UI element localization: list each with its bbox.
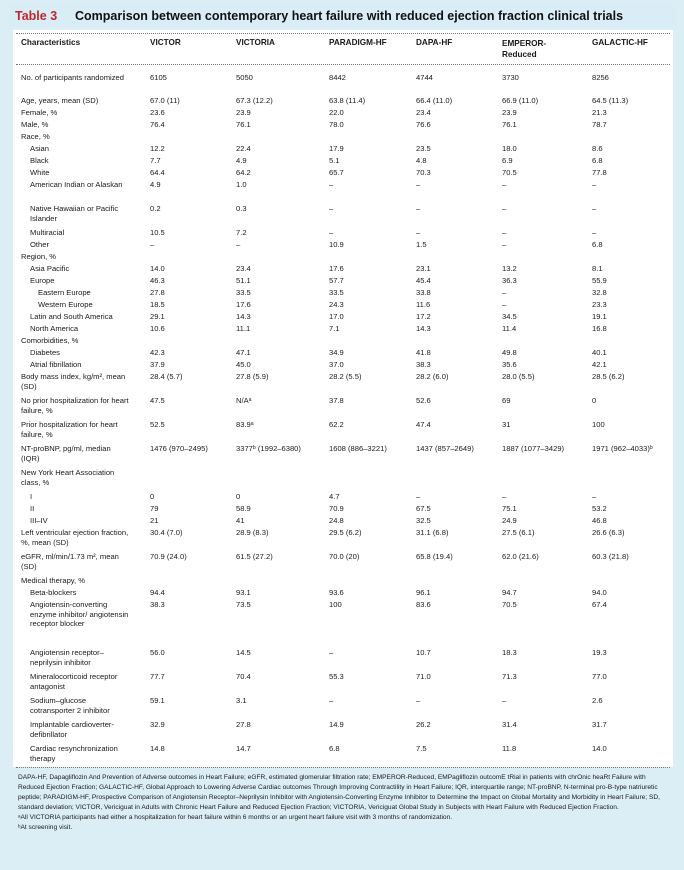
table-cell: – bbox=[502, 492, 507, 501]
table-cell: 77.8 bbox=[592, 168, 607, 177]
table-cell: 21.3 bbox=[592, 108, 607, 117]
table-cell: 17.2 bbox=[416, 312, 431, 321]
table-cell: 5.1 bbox=[329, 156, 340, 165]
table-cell: 62.2 bbox=[329, 420, 344, 429]
table-cell: 1476 (970–2495) bbox=[150, 444, 208, 453]
table-cell: 6105 bbox=[150, 73, 167, 82]
row-label: American Indian or Alaskan bbox=[30, 180, 123, 189]
table-cell: 1971 (962–4033)ᵇ bbox=[592, 444, 653, 453]
table-cell: 11.8 bbox=[502, 744, 517, 753]
table-cell: 28.5 (6.2) bbox=[592, 372, 625, 381]
table-cell: 46.8 bbox=[592, 516, 607, 525]
table-cell: 69 bbox=[502, 396, 511, 405]
table-cell: 3377ᵇ (1992–6380) bbox=[236, 444, 301, 453]
table-cell: 61.5 (27.2) bbox=[236, 552, 273, 561]
table-cell: 22.4 bbox=[236, 144, 251, 153]
table-cell: 10.5 bbox=[150, 228, 165, 237]
table-cell: 70.5 bbox=[502, 600, 517, 609]
table-cell: 56.0 bbox=[150, 648, 165, 657]
table-cell: 3.1 bbox=[236, 696, 247, 705]
table-cell: 28.2 (6.0) bbox=[416, 372, 449, 381]
table-cell: 38.3 bbox=[416, 360, 431, 369]
row-label: Europe bbox=[30, 276, 55, 285]
footnote-b: ᵇAt screening visit. bbox=[18, 824, 73, 831]
table-cell: 21 bbox=[150, 516, 159, 525]
table-cell: 64.5 (11.3) bbox=[592, 96, 629, 105]
table-cell: 94.4 bbox=[150, 588, 165, 597]
table-cell: 8256 bbox=[592, 73, 609, 82]
table-cell: 42.1 bbox=[592, 360, 607, 369]
table-cell: – bbox=[329, 180, 334, 189]
row-label: Race, % bbox=[21, 132, 50, 141]
table-cell: 26.2 bbox=[416, 720, 431, 729]
table-cell: 27.8 bbox=[236, 720, 251, 729]
table-cell: 23.9 bbox=[502, 108, 517, 117]
row-label: Age, years, mean (SD) bbox=[21, 96, 99, 105]
row-label: Black bbox=[30, 156, 49, 165]
table-cell: 57.7 bbox=[329, 276, 344, 285]
header-characteristics: Characteristics bbox=[21, 38, 81, 47]
table-cell: – bbox=[416, 180, 421, 189]
table-cell: – bbox=[329, 648, 334, 657]
table-cell: 71.0 bbox=[416, 672, 431, 681]
table-cell: 13.2 bbox=[502, 264, 517, 273]
table-cell: 10.6 bbox=[150, 324, 165, 333]
table-cell: 100 bbox=[592, 420, 605, 429]
table-cell: – bbox=[150, 240, 155, 249]
table-cell: 11.4 bbox=[502, 324, 517, 333]
header-victor: VICTOR bbox=[150, 38, 181, 47]
header-paradigm: PARADIGM-HF bbox=[329, 38, 387, 47]
table-cell: 0 bbox=[592, 396, 597, 405]
table-cell: 70.5 bbox=[502, 168, 517, 177]
table-cell: 47.1 bbox=[236, 348, 251, 357]
row-label: Eastern Europe bbox=[38, 288, 91, 297]
table-cell: N/Aᵃ bbox=[236, 396, 252, 405]
table-cell: 6.8 bbox=[592, 240, 603, 249]
table-cell: 4.8 bbox=[416, 156, 427, 165]
table-cell: 2.6 bbox=[592, 696, 603, 705]
table-cell: 23.3 bbox=[592, 300, 607, 309]
table-cell: 71.3 bbox=[502, 672, 517, 681]
table-cell: 40.1 bbox=[592, 348, 607, 357]
table-cell: 32.5 bbox=[416, 516, 431, 525]
row-label: Region, % bbox=[21, 252, 57, 261]
table-cell: – bbox=[502, 696, 507, 705]
table-cell: 70.3 bbox=[416, 168, 431, 177]
table-cell: 66.9 (11.0) bbox=[502, 96, 539, 105]
table-cell: 16.8 bbox=[592, 324, 607, 333]
row-label: Prior hospitalization for heart failure, % bbox=[21, 420, 118, 439]
table-cell: 14.3 bbox=[236, 312, 251, 321]
table-cell: 38.3 bbox=[150, 600, 165, 609]
table-cell: 10.7 bbox=[416, 648, 431, 657]
row-label: Sodium–glucose cotransporter 2 inhibitor bbox=[30, 696, 110, 715]
table-cell: 52.5 bbox=[150, 420, 165, 429]
table-cell: 10.9 bbox=[329, 240, 344, 249]
table-cell: 28.9 (8.3) bbox=[236, 528, 269, 537]
table-cell: 55.3 bbox=[329, 672, 344, 681]
table-cell: 70.4 bbox=[236, 672, 251, 681]
table-cell: 32.9 bbox=[150, 720, 165, 729]
table-cell: 4.7 bbox=[329, 492, 340, 501]
table-cell: 3730 bbox=[502, 73, 519, 82]
table-cell: 18.3 bbox=[502, 648, 517, 657]
table-cell: 7.1 bbox=[329, 324, 340, 333]
table-cell: 0 bbox=[150, 492, 155, 501]
row-label: Atrial fibrillation bbox=[30, 360, 82, 369]
footnote-a: ᵃAll VICTORIA participants had either a hospitalization for heart failure within 6 months or an urgent heart failure visit with 3 months of randomization. bbox=[18, 814, 453, 821]
table-cell: 7.2 bbox=[236, 228, 247, 237]
table-cell: 11.1 bbox=[236, 324, 251, 333]
table-cell: 24.8 bbox=[329, 516, 344, 525]
table-cell: 94.0 bbox=[592, 588, 607, 597]
table-cell: – bbox=[592, 228, 597, 237]
table-cell: 24.9 bbox=[502, 516, 517, 525]
table-cell: 27.8 (5.9) bbox=[236, 372, 269, 381]
table-cell: 63.8 (11.4) bbox=[329, 96, 366, 105]
table-cell: – bbox=[329, 228, 334, 237]
table-cell: 23.4 bbox=[416, 108, 431, 117]
table-cell: 93.1 bbox=[236, 588, 251, 597]
table-cell: – bbox=[416, 204, 421, 213]
table-cell: 14.3 bbox=[416, 324, 431, 333]
table-cell: – bbox=[416, 492, 421, 501]
table-cell: 14.8 bbox=[150, 744, 165, 753]
table-cell: 66.4 (11.0) bbox=[416, 96, 453, 105]
row-label: New York Heart Association class, % bbox=[21, 468, 115, 487]
table-cell: 75.1 bbox=[502, 504, 517, 513]
table-cell: 1.0 bbox=[236, 180, 247, 189]
row-label: Male, % bbox=[21, 120, 49, 129]
table-cell: – bbox=[502, 240, 507, 249]
row-label: Latin and South America bbox=[30, 312, 113, 321]
table-cell: 1608 (886–3221) bbox=[329, 444, 387, 453]
table-footnotes bbox=[18, 773, 668, 833]
table-cell: 65.7 bbox=[329, 168, 344, 177]
table-cell: 19.3 bbox=[592, 648, 607, 657]
table-cell: 8.1 bbox=[592, 264, 603, 273]
table-cell: 5050 bbox=[236, 73, 253, 82]
table-cell: 94.7 bbox=[502, 588, 517, 597]
row-label: eGFR, ml/min/1.73 m², mean (SD) bbox=[21, 552, 119, 571]
table-cell: 70.9 bbox=[329, 504, 344, 513]
table-cell: 34.5 bbox=[502, 312, 517, 321]
table-cell: 45.4 bbox=[416, 276, 431, 285]
table-cell: 17.6 bbox=[329, 264, 344, 273]
table-cell: 83.6 bbox=[416, 600, 431, 609]
table-cell: 23.9 bbox=[236, 108, 251, 117]
table-cell: 60.3 (21.8) bbox=[592, 552, 629, 561]
table-cell: 27.8 bbox=[150, 288, 165, 297]
table-cell: 6.8 bbox=[329, 744, 340, 753]
row-label: Implantable cardioverter-defibrillator bbox=[30, 720, 114, 739]
row-label: Western Europe bbox=[38, 300, 93, 309]
table-cell: 22.0 bbox=[329, 108, 344, 117]
table-cell: 29.1 bbox=[150, 312, 165, 321]
table-cell: 51.1 bbox=[236, 276, 251, 285]
table-cell: 19.1 bbox=[592, 312, 607, 321]
table-cell: 83.9ᵃ bbox=[236, 420, 254, 429]
table-cell: 31.4 bbox=[502, 720, 517, 729]
header-victoria: VICTORIA bbox=[236, 38, 275, 47]
table-cell: 18.0 bbox=[502, 144, 517, 153]
table-cell: 14.0 bbox=[592, 744, 607, 753]
table-cell: 46.3 bbox=[150, 276, 165, 285]
row-label: Left ventricular ejection fraction, %, mean (SD) bbox=[21, 528, 129, 547]
row-label: Angiotensin receptor–neprilysin inhibitor bbox=[30, 648, 104, 667]
table-cell: 17.0 bbox=[329, 312, 344, 321]
row-label: Angiotensin-converting enzyme inhibitor/ angiotensin receptor blocker bbox=[30, 600, 129, 629]
table-cell: 4.9 bbox=[236, 156, 247, 165]
table-cell: 0.2 bbox=[150, 204, 161, 213]
table-cell: – bbox=[329, 204, 334, 213]
row-label: Comorbidities, % bbox=[21, 336, 79, 345]
table-cell: 77.7 bbox=[150, 672, 165, 681]
table-cell: 14.0 bbox=[150, 264, 165, 273]
table-cell: 52.6 bbox=[416, 396, 431, 405]
table-cell: 14.5 bbox=[236, 648, 251, 657]
row-label: Beta-blockers bbox=[30, 588, 77, 597]
table-cell: 76.4 bbox=[150, 120, 165, 129]
row-label: I bbox=[30, 492, 33, 501]
row-label: Asian bbox=[30, 144, 49, 153]
table-number: Table 3 bbox=[15, 9, 58, 23]
table-cell: 1437 (857–2649) bbox=[416, 444, 474, 453]
row-label: No. of participants randomized bbox=[21, 73, 124, 82]
table-cell: 28.0 (5.5) bbox=[502, 372, 535, 381]
table-cell: 37.0 bbox=[329, 360, 344, 369]
table-cell: 64.4 bbox=[150, 168, 165, 177]
table-cell: 58.9 bbox=[236, 504, 251, 513]
table-cell: 17.9 bbox=[329, 144, 344, 153]
table-cell: 100 bbox=[329, 600, 342, 609]
table-cell: 47.4 bbox=[416, 420, 431, 429]
table-cell: 78.0 bbox=[329, 120, 344, 129]
table-cell: 23.6 bbox=[150, 108, 165, 117]
table-cell: 14.7 bbox=[236, 744, 251, 753]
table-cell: 28.4 (5.7) bbox=[150, 372, 183, 381]
table-cell: 49.8 bbox=[502, 348, 517, 357]
row-label: II bbox=[30, 504, 35, 513]
table-cell: 53.2 bbox=[592, 504, 607, 513]
table-cell: 23.1 bbox=[416, 264, 431, 273]
table-cell: 0.3 bbox=[236, 204, 247, 213]
table-cell: 11.6 bbox=[416, 300, 431, 309]
table-cell: 24.3 bbox=[329, 300, 344, 309]
row-label: Native Hawaiian or Pacific Islander bbox=[30, 204, 119, 223]
row-label: Mineralocorticoid receptor antagonist bbox=[30, 672, 118, 691]
table-cell: 1.5 bbox=[416, 240, 427, 249]
table-cell: 1887 (1077–3429) bbox=[502, 444, 565, 453]
row-label: Multiracial bbox=[30, 228, 65, 237]
table-cell: 37.9 bbox=[150, 360, 165, 369]
table-cell: – bbox=[592, 180, 597, 189]
row-label: White bbox=[30, 168, 50, 177]
table-cell: 47.5 bbox=[150, 396, 165, 405]
table-cell: – bbox=[416, 696, 421, 705]
top-rule bbox=[16, 33, 670, 34]
table-cell: – bbox=[416, 228, 421, 237]
table-cell: – bbox=[502, 288, 507, 297]
table-cell: – bbox=[592, 492, 597, 501]
table-cell: 4744 bbox=[416, 73, 433, 82]
row-label: Diabetes bbox=[30, 348, 60, 357]
row-label: North America bbox=[30, 324, 79, 333]
table-cell: – bbox=[502, 204, 507, 213]
table-cell: 37.8 bbox=[329, 396, 344, 405]
table-cell: 4.9 bbox=[150, 180, 161, 189]
table-cell: 28.2 (5.5) bbox=[329, 372, 362, 381]
table-cell: 0 bbox=[236, 492, 241, 501]
table-cell: 67.3 (12.2) bbox=[236, 96, 273, 105]
table-title: Comparison between contemporary heart failure with reduced ejection fraction clinical trials bbox=[75, 9, 624, 23]
table-cell: 26.6 (6.3) bbox=[592, 528, 625, 537]
table-cell: 67.4 bbox=[592, 600, 607, 609]
table-cell: 42.3 bbox=[150, 348, 165, 357]
table-cell: 27.5 (6.1) bbox=[502, 528, 535, 537]
table-cell: 96.1 bbox=[416, 588, 431, 597]
table-cell: 76.6 bbox=[416, 120, 431, 129]
table-cell: 45.0 bbox=[236, 360, 251, 369]
header-dapa: DAPA-HF bbox=[416, 38, 453, 47]
row-label: Cardiac resynchronization therapy bbox=[30, 744, 118, 763]
table-cell: 29.5 (6.2) bbox=[329, 528, 362, 537]
table-cell: 33.5 bbox=[329, 288, 344, 297]
table-cell: 67.5 bbox=[416, 504, 431, 513]
table-cell: 31.7 bbox=[592, 720, 607, 729]
table-cell: 23.4 bbox=[236, 264, 251, 273]
bottom-rule bbox=[16, 767, 670, 768]
row-label: Medical therapy, % bbox=[21, 576, 86, 585]
table-cell: 78.7 bbox=[592, 120, 607, 129]
table-cell: 18.5 bbox=[150, 300, 165, 309]
footnote-abbreviations: DAPA-HF, Dapagliflozin And Prevention of Adverse outcomes in Heart Failure; eGFR, estimated glomerular filtration rate; EMPEROR-Reduced, EMPagliflozin outcomE tRial in patients with chrOnic heaRt Failure with Reduced Ejection Fraction; GALACTIC-HF, Global Approach to Lowering Adverse Cardiac outcomes Through Improving Contractility in Heart Failure; IQR, interquartile range; NT-proBNP, N-terminal pro-B-type natriuretic peptide; PARADIGM-HF, Prospective Comparison of Angiotensin Receptor–Neprilysin Inhibitor with Angiotensin-Converting Enzyme Inhibitor to Determine the Impact on Global Mortality and Morbidity in Heart Failure; SD, standard deviation; VICTOR, Vericiguat in Adults with Chronic Heart Failure and Reduced Ejection Fraction; VICTORIA, Vericiguat Global Study in Subjects with Heart Failure with Reduced Ejection Fraction. bbox=[18, 774, 660, 811]
table-cell: 79 bbox=[150, 504, 159, 513]
table-cell: 93.6 bbox=[329, 588, 344, 597]
table-cell: 41 bbox=[236, 516, 245, 525]
table-cell: 76.1 bbox=[236, 120, 251, 129]
table-cell: 64.2 bbox=[236, 168, 251, 177]
table-cell: 31 bbox=[502, 420, 511, 429]
table-title-bar bbox=[9, 4, 677, 26]
table-cell: 12.2 bbox=[150, 144, 165, 153]
table-cell: 7.5 bbox=[416, 744, 427, 753]
row-label: Female, % bbox=[21, 108, 58, 117]
header-emperor: EMPEROR-Reduced bbox=[502, 39, 547, 59]
table-cell: 35.6 bbox=[502, 360, 517, 369]
table-cell: 32.8 bbox=[592, 288, 607, 297]
table-cell: 70.9 (24.0) bbox=[150, 552, 187, 561]
table-cell: 76.1 bbox=[502, 120, 517, 129]
table-cell: – bbox=[502, 180, 507, 189]
table-cell: 77.0 bbox=[592, 672, 607, 681]
table-cell: 67.0 (11) bbox=[150, 96, 180, 105]
row-label: No prior hospitalization for heart failure, % bbox=[21, 396, 129, 415]
table-cell: 41.8 bbox=[416, 348, 431, 357]
table-cell: 34.9 bbox=[329, 348, 344, 357]
row-label: Body mass index, kg/m², mean (SD) bbox=[21, 372, 126, 391]
table-cell: 17.6 bbox=[236, 300, 251, 309]
table-cell: – bbox=[502, 300, 507, 309]
table-cell: 65.8 (19.4) bbox=[416, 552, 453, 561]
table-cell: – bbox=[502, 228, 507, 237]
table-cell: 33.8 bbox=[416, 288, 431, 297]
table-cell: 6.8 bbox=[592, 156, 603, 165]
table-cell: 8.6 bbox=[592, 144, 603, 153]
table-cell: 59.1 bbox=[150, 696, 165, 705]
table-cell: 73.5 bbox=[236, 600, 251, 609]
table-cell: 36.3 bbox=[502, 276, 517, 285]
table-cell: 23.5 bbox=[416, 144, 431, 153]
table-cell: 7.7 bbox=[150, 156, 161, 165]
row-label: Asia Pacific bbox=[30, 264, 70, 273]
row-label: NT-proBNP, pg/ml, median (IQR) bbox=[21, 444, 111, 463]
table-cell: 14.9 bbox=[329, 720, 344, 729]
table-cell: – bbox=[592, 204, 597, 213]
table-cell: – bbox=[236, 240, 241, 249]
table-cell: 8442 bbox=[329, 73, 346, 82]
row-label: III–IV bbox=[30, 516, 48, 525]
header-rule bbox=[16, 64, 670, 65]
table-cell: – bbox=[329, 696, 334, 705]
table-cell: 62.0 (21.6) bbox=[502, 552, 539, 561]
table-cell: 70.0 (20) bbox=[329, 552, 360, 561]
table-cell: 33.5 bbox=[236, 288, 251, 297]
table-cell: 31.1 (6.8) bbox=[416, 528, 449, 537]
table-cell: 55.9 bbox=[592, 276, 607, 285]
table-cell: 30.4 (7.0) bbox=[150, 528, 183, 537]
table-cell: 6.9 bbox=[502, 156, 513, 165]
row-label: Other bbox=[30, 240, 49, 249]
header-galactic: GALACTIC-HF bbox=[592, 38, 648, 47]
